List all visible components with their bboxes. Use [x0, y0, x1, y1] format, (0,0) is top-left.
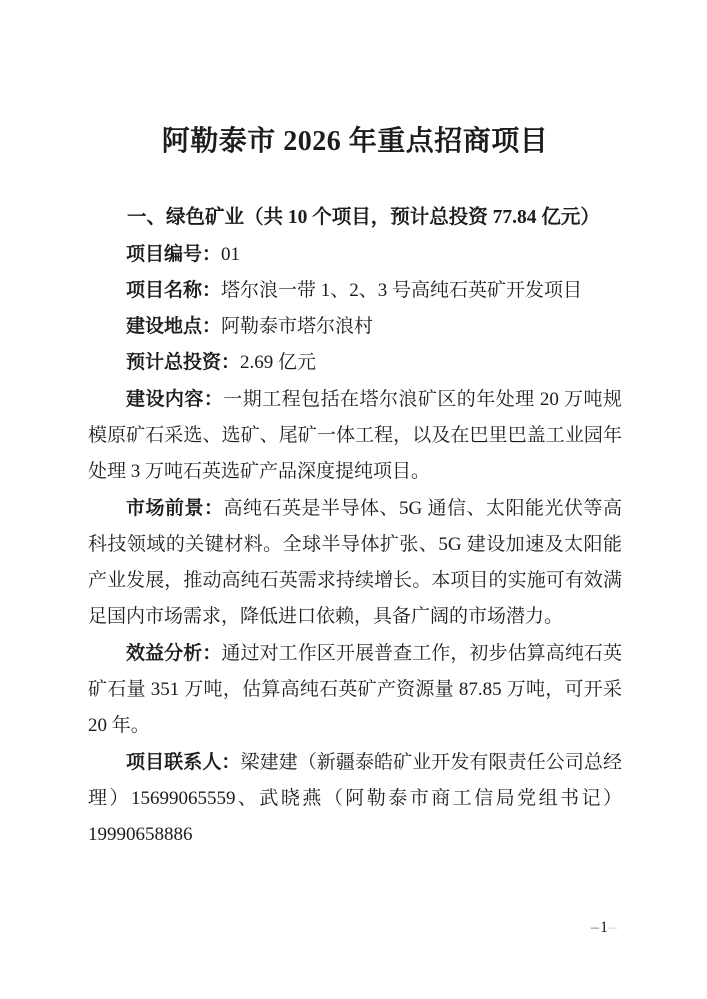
field-label: 项目联系人：: [126, 751, 241, 773]
field-text: 2.69 亿元: [240, 352, 317, 374]
field-label: 效益分析：: [126, 642, 222, 664]
page-number: [591, 918, 618, 938]
field-label: 建设地点：: [126, 316, 222, 338]
field-paragraph-construction-content: [88, 382, 622, 491]
field-paragraph-project-number: [88, 237, 622, 273]
field-text: 01: [221, 243, 241, 265]
document-content: [88, 0, 622, 854]
field-paragraph-contacts: [88, 745, 622, 854]
field-paragraph-project-name: [88, 273, 622, 309]
page-number-dash-left: –: [591, 919, 600, 936]
page-number-digit: 1: [600, 919, 609, 936]
field-label: 项目名称：: [126, 279, 222, 301]
field-text: 梁建建（新疆泰皓矿业开发有限责任公司总经理）15699065559、武晓燕（阿勒泰市商工信局党组书记）19990658886: [88, 751, 622, 846]
field-label: 预计总投资：: [126, 352, 241, 374]
field-text: 高纯石英是半导体、5G 通信、太阳能光伏等高科技领域的关键材料。全球半导体扩张、5G 建设加速及太阳能产业发展，推动高纯石英需求持续增长。本项目的实施可有效满足国内市场需求，降低进口依赖，具备广阔的市场潜力。: [88, 497, 622, 628]
field-text: 通过对工作区开展普查工作，初步估算高纯石英矿石量 351 万吨，估算高纯石英矿产资源量 87.85 万吨，可开采 20 年。: [88, 642, 622, 737]
section-heading: 一、绿色矿业（共 10 个项目，预计总投资 77.84 亿元）: [127, 207, 600, 228]
field-paragraph-location: [88, 309, 622, 345]
field-text: 一期工程包括在塔尔浪矿区的年处理 20 万吨规模原矿石采选、选矿、尾矿一体工程，以及在巴里巴盖工业园年处理 3 万吨石英选矿产品深度提纯项目。: [88, 388, 622, 483]
field-label: 市场前景：: [126, 497, 224, 519]
field-text: 塔尔浪一带 1、2、3 号高纯石英矿开发项目: [221, 279, 583, 301]
document-title: 阿勒泰市 2026 年重点招商项目: [161, 126, 549, 157]
field-paragraph-benefit-analysis: [88, 636, 622, 745]
field-label: 项目编号：: [126, 243, 222, 265]
page-number-dash-right: –: [609, 919, 618, 936]
field-text: 阿勒泰市塔尔浪村: [221, 316, 374, 338]
field-label: 建设内容：: [126, 388, 224, 410]
field-paragraph-market-outlook: [88, 491, 622, 636]
field-paragraph-investment: [88, 345, 622, 381]
